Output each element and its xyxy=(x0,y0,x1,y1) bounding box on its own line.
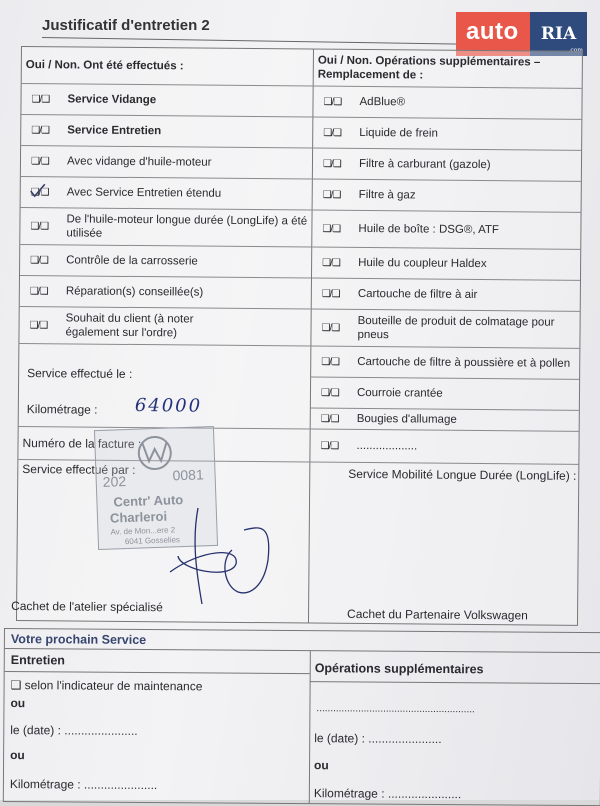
yes-no-checkbox[interactable]: ❑/❑ xyxy=(30,254,48,266)
yes-no-checkbox[interactable]: ❑/❑ xyxy=(323,127,342,139)
row-fuel-filter[interactable]: ❑/❑ Filtre à carburant (gazole) xyxy=(313,149,581,182)
page-title: Justificatif d'entretien 2 xyxy=(42,17,210,34)
row-longlife-oil[interactable]: ❑/❑ De l'huile-moteur longue durée (LongLife) a été utilisée xyxy=(20,208,311,248)
mileage-handwritten-value: 64000 xyxy=(134,395,203,417)
handwritten-signature xyxy=(140,500,290,610)
stamp-city: Charleroi xyxy=(109,508,168,526)
row-gearbox-oil[interactable]: ❑/❑ Huile de boîte : DSG®, ATF xyxy=(312,211,580,250)
logo-auto-text: auto xyxy=(456,12,530,56)
or-text-3: ou xyxy=(314,758,329,773)
performed-header: Oui / Non. Ont été effectués : xyxy=(22,47,313,87)
stamp-company: Centr' Auto xyxy=(113,492,184,510)
next-mileage-field[interactable]: Kilométrage : ...................... xyxy=(9,777,158,793)
next-title-divider xyxy=(5,648,600,653)
row-brake-fluid[interactable]: ❑/❑ Liquide de frein xyxy=(313,118,581,151)
stamp-number-right: 0081 xyxy=(172,466,204,484)
yes-no-checkbox[interactable]: ❑/❑ xyxy=(31,93,50,105)
mileage-label: Kilométrage : xyxy=(26,402,98,417)
service-date-block xyxy=(19,344,311,430)
row-haldex-oil[interactable]: ❑/❑ Huile du coupleur Haldex xyxy=(312,248,580,281)
row-spark-plugs[interactable]: ❑/❑ Bougies d'allumage xyxy=(311,409,579,432)
yes-no-checkbox[interactable]: ❑/❑ xyxy=(321,322,340,334)
logo-ria-badge xyxy=(530,12,587,56)
yes-no-checkbox[interactable]: ❑/❑ xyxy=(321,288,340,300)
maintenance-indicator-option[interactable]: ❑ selon l'indicateur de maintenance xyxy=(10,678,203,694)
yes-no-checkbox[interactable]: ❑/❑ xyxy=(30,220,49,232)
stamp-number-left: 202 xyxy=(102,473,127,490)
row-timing-belt[interactable]: ❑/❑ Courroie crantée xyxy=(311,378,579,411)
partner-signature-block xyxy=(309,463,578,623)
logo-suffix: .com xyxy=(568,47,583,54)
yes-no-checkbox[interactable]: ❑/❑ xyxy=(322,189,341,201)
row-repairs-advised[interactable]: ❑/❑ Réparation(s) conseillée(s) xyxy=(20,276,311,310)
yes-no-checkbox[interactable]: ❑/❑ xyxy=(322,257,340,269)
yes-no-checkbox[interactable]: ❑/❑ xyxy=(322,223,341,235)
or-text-1: ou xyxy=(10,696,26,711)
next-column-divider xyxy=(309,651,311,803)
row-gas-filter[interactable]: ❑/❑ Filtre à gaz xyxy=(313,180,581,213)
yes-no-checkbox[interactable]: ❑/❑ xyxy=(320,440,339,452)
yes-no-checkbox-checked[interactable]: ❑/❑ xyxy=(21,187,61,198)
additional-mileage-field[interactable]: Kilométrage : ...................... xyxy=(313,786,462,802)
yes-no-checkbox[interactable]: ❑/❑ xyxy=(320,387,339,399)
row-service-entretien[interactable]: ❑/❑ Service Entretien xyxy=(21,115,312,149)
checkmark-icon xyxy=(29,183,47,199)
yes-no-checkbox[interactable]: ❑/❑ xyxy=(323,96,342,108)
additional-date-field[interactable]: le (date) : ...................... xyxy=(314,731,442,747)
yes-no-checkbox[interactable]: ❑/❑ xyxy=(322,158,341,170)
row-adblue[interactable]: ❑/❑ AdBlue® xyxy=(313,87,581,120)
yes-no-checkbox[interactable]: ❑/❑ xyxy=(29,319,48,331)
next-service-table xyxy=(3,628,600,806)
service-date-label: Service effectué le : xyxy=(27,366,133,381)
or-text-2: ou xyxy=(10,748,25,763)
yes-no-checkbox[interactable]: ❑/❑ xyxy=(320,413,339,425)
longlife-label: Service Mobilité Longue Durée (LongLife) : xyxy=(348,466,577,483)
additional-ops-next-header: Opérations supplémentaires xyxy=(314,661,484,677)
row-air-filter[interactable]: ❑/❑ Cartouche de filtre à air xyxy=(312,279,580,312)
logo-ria-text: RIA xyxy=(540,24,577,44)
invoice-number-label: Numéro de la facture : xyxy=(22,436,142,452)
row-body-check[interactable]: ❑/❑ Contrôle de la carrosserie xyxy=(20,245,311,279)
row-customer-request[interactable]: ❑/❑ Souhait du client (à noter également sur l'ordre) xyxy=(19,307,310,347)
row-oil-change[interactable]: ❑/❑ Avec vidange d'huile-moteur xyxy=(21,146,312,180)
partner-stamp-label: Cachet du Partenaire Volkswagen xyxy=(346,606,528,623)
row-service-vidange[interactable]: ❑/❑ Service Vidange xyxy=(21,84,312,118)
yes-no-checkbox[interactable]: ❑/❑ xyxy=(29,285,48,297)
additional-ops-header: Oui / Non. Opérations supplémentaires – Remplacement de : xyxy=(314,50,582,89)
maintenance-header: Entretien xyxy=(10,653,66,668)
next-date-field[interactable]: le (date) : ...................... xyxy=(10,723,138,738)
yes-no-checkbox[interactable]: ❑/❑ xyxy=(30,155,49,167)
vw-logo-icon xyxy=(138,436,171,469)
row-tyre-sealant[interactable]: ❑/❑ Bouteille de produit de colmatage pour pneus xyxy=(311,310,579,349)
stamp-postcode: 6041 Gosselies xyxy=(124,535,181,547)
yes-no-checkbox[interactable]: ❑/❑ xyxy=(321,356,340,368)
additional-ops-dotted-line[interactable]: ......................................................... xyxy=(316,703,475,716)
row-extended-service[interactable]: ❑/❑ Avec Service Entretien étendu xyxy=(21,177,312,211)
next-service-title: Votre prochain Service xyxy=(10,632,147,647)
row-other[interactable]: ❑/❑ ................... xyxy=(310,430,578,465)
row-pollen-filter[interactable]: ❑/❑ Cartouche de filtre à poussière et à pollen xyxy=(311,347,579,380)
done-by-label: Service effectué par : xyxy=(22,462,136,478)
yes-no-checkbox[interactable]: ❑/❑ xyxy=(31,124,50,136)
stamp-address: Av. de Mon...ere 2 xyxy=(110,525,176,537)
workshop-stamp-label: Cachet de l'atelier spécialisé xyxy=(11,598,163,615)
